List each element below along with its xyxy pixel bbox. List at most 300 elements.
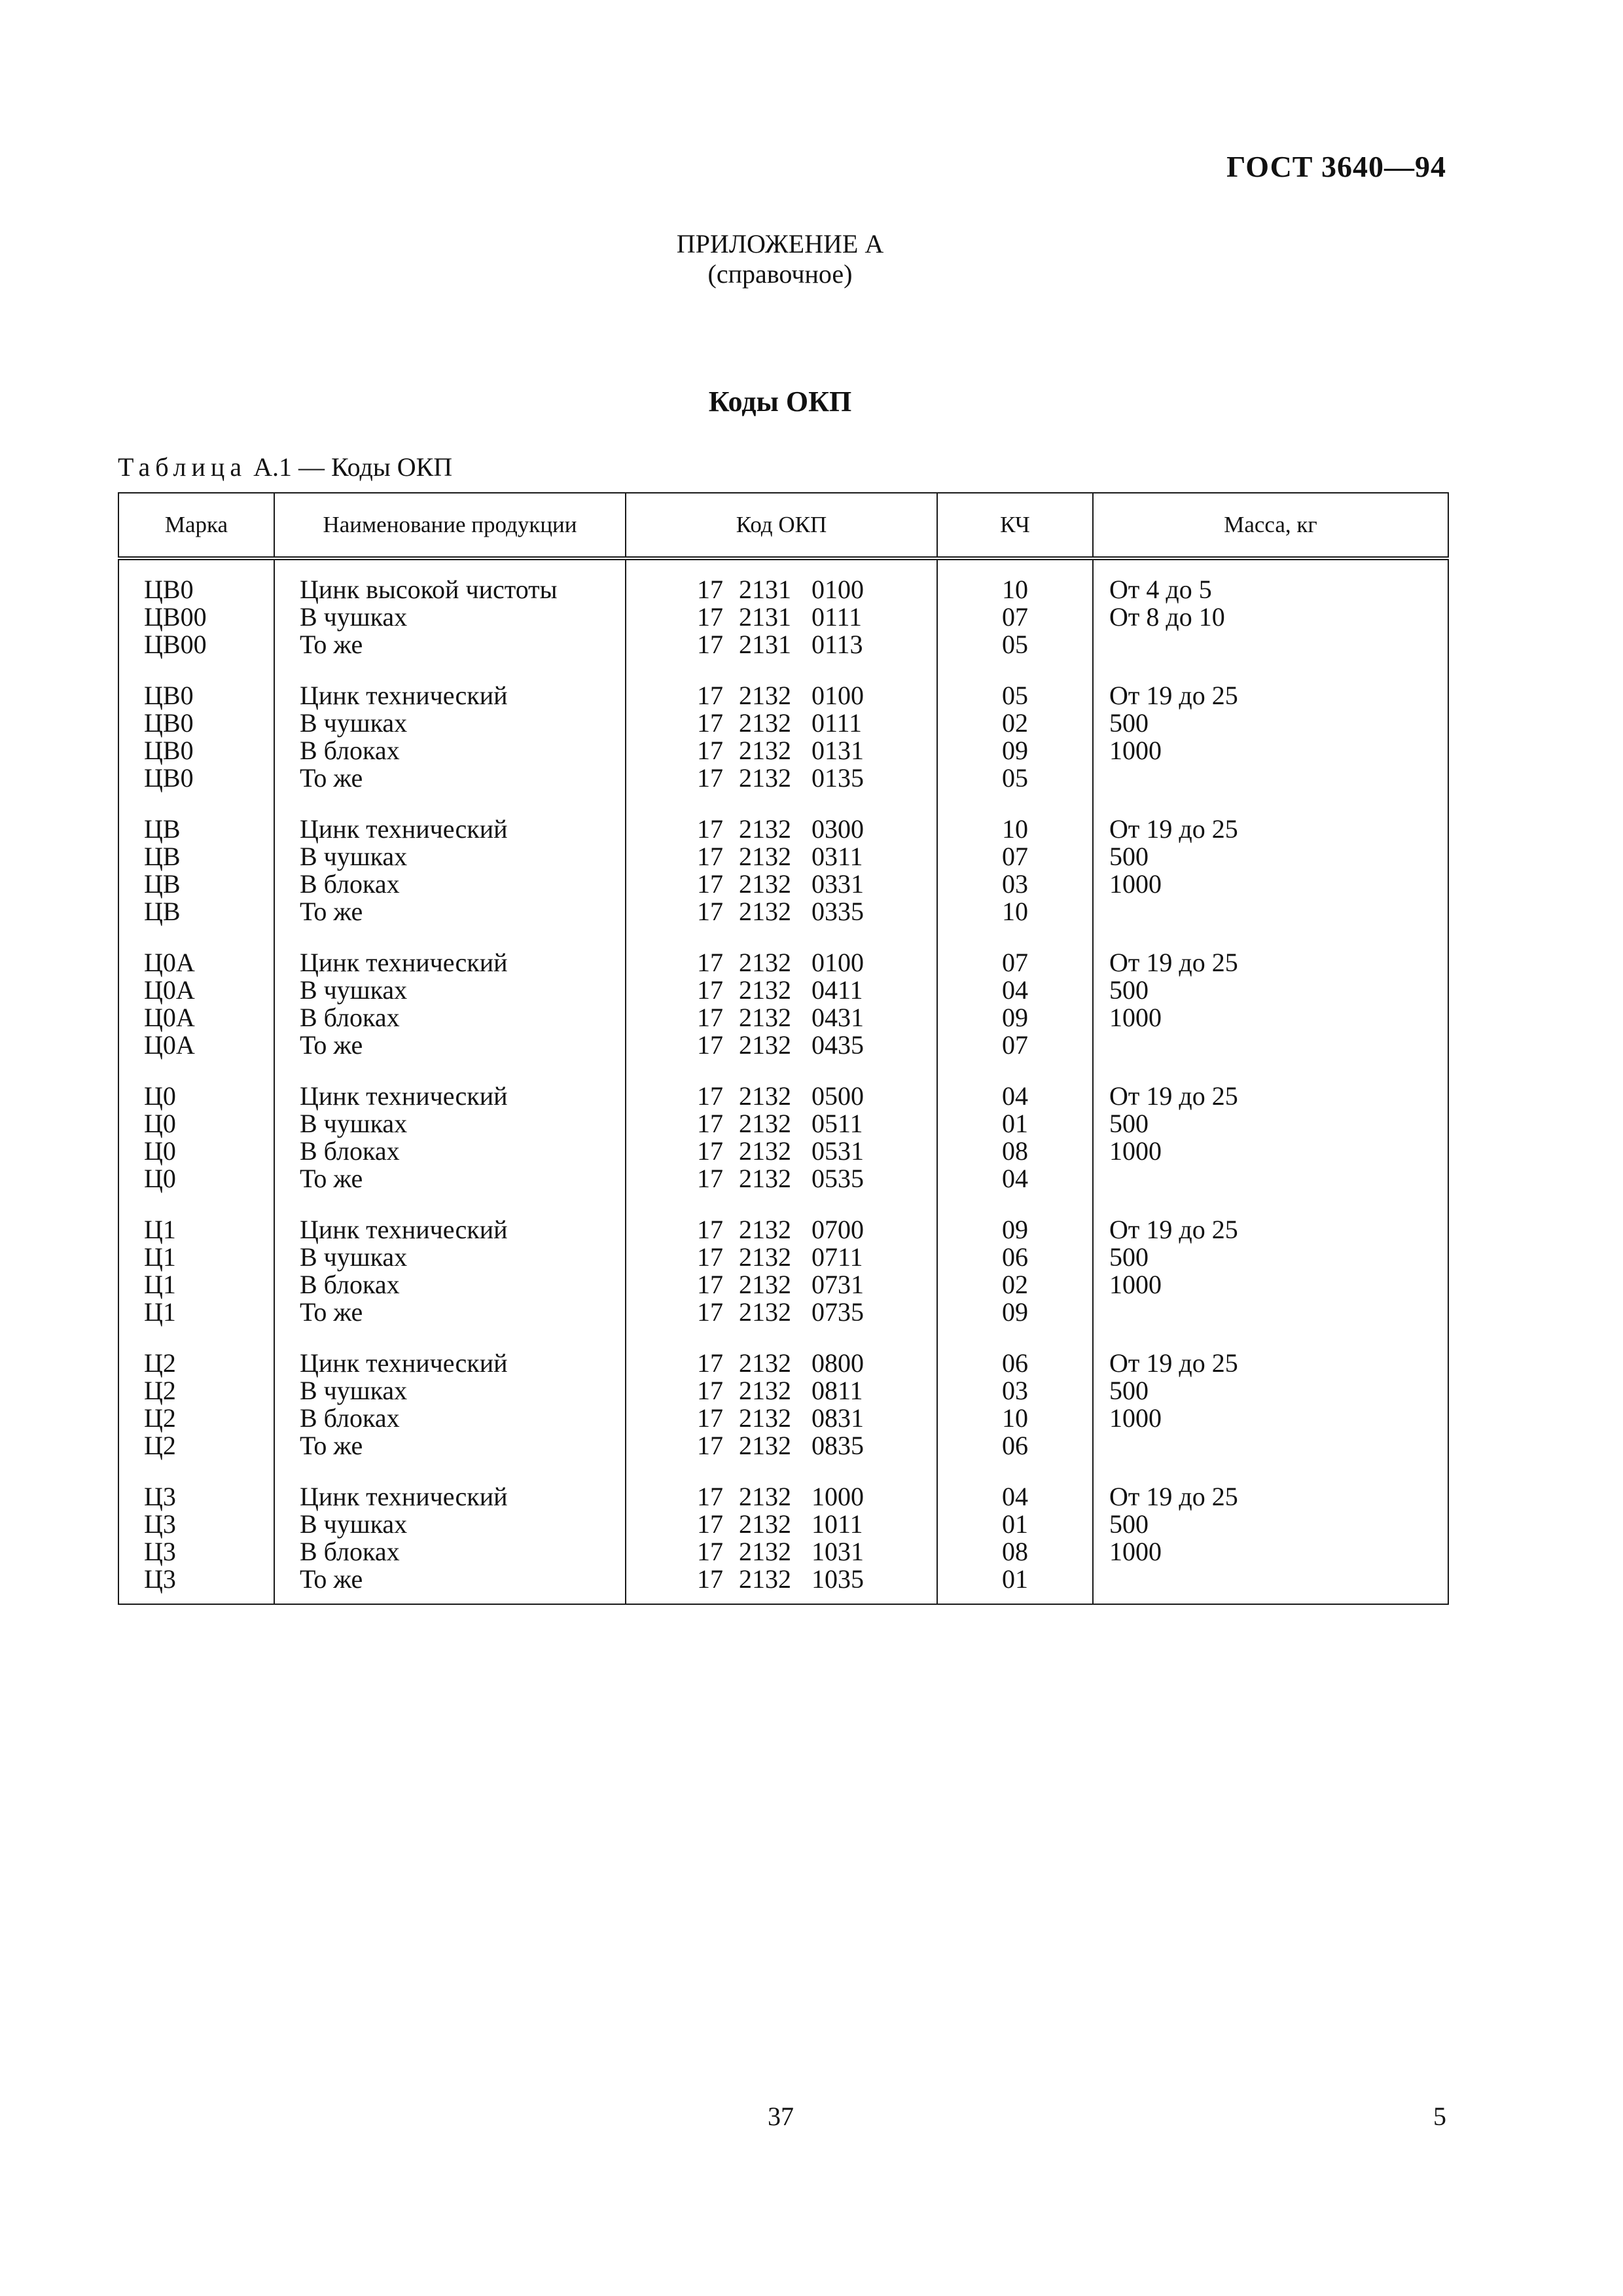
okp-code-cell xyxy=(626,1405,936,1432)
kch-cell: 08 xyxy=(1002,1136,1028,1166)
header-okp-code: Код ОКП xyxy=(626,493,937,558)
mass-cell: 500 xyxy=(1109,842,1149,871)
mass-cell: 1000 xyxy=(1109,1403,1162,1433)
okp-code-part: 17 xyxy=(697,602,723,632)
kch-cell: 03 xyxy=(1002,1376,1028,1405)
mass-cell xyxy=(1094,1031,1448,1059)
mass-cell: От 19 до 25 xyxy=(1109,1215,1238,1244)
okp-code-cell xyxy=(626,1138,936,1165)
okp-code-part: 0435 xyxy=(812,1030,864,1060)
product-name-cell: В чушках xyxy=(300,842,408,871)
group-spacer xyxy=(275,925,625,949)
mark-cell: ЦВ0 xyxy=(144,736,194,765)
mark-cell: Ц2 xyxy=(144,1431,176,1460)
okp-code-part: 17 xyxy=(697,1030,723,1060)
okp-code-part: 0113 xyxy=(812,630,863,659)
mark-cell: Ц0 xyxy=(144,1164,176,1193)
kch-cell: 09 xyxy=(1002,1297,1028,1327)
column-mass xyxy=(1093,558,1448,1604)
okp-code-part: 2132 xyxy=(739,763,791,793)
product-name-cell: В чушках xyxy=(300,602,408,632)
okp-code-cell xyxy=(626,1271,936,1299)
okp-code-cell xyxy=(626,682,936,709)
okp-code-cell xyxy=(626,1432,936,1460)
kch-cell: 01 xyxy=(1002,1564,1028,1594)
kch-cell: 09 xyxy=(1002,1215,1028,1244)
table-caption-text: А.1 — Коды ОКП xyxy=(247,452,453,482)
mark-cell: Ц0А xyxy=(144,948,195,977)
kch-cell: 09 xyxy=(1002,736,1028,765)
okp-code-part: 2132 xyxy=(739,708,791,738)
group-spacer xyxy=(275,658,625,682)
mark-cell: Ц2 xyxy=(144,1376,176,1405)
group-spacer xyxy=(938,1193,1092,1216)
table-header-row xyxy=(118,493,1448,558)
group-spacer xyxy=(938,1326,1092,1350)
okp-code-part: 0811 xyxy=(812,1376,863,1405)
okp-code-part: 0711 xyxy=(812,1242,863,1272)
product-name-cell: В блоках xyxy=(300,1270,400,1299)
group-spacer xyxy=(938,658,1092,682)
group-spacer xyxy=(1094,1460,1448,1483)
okp-code-cell xyxy=(626,816,936,843)
okp-codes-table xyxy=(118,492,1449,1605)
okp-code-cell xyxy=(626,1377,936,1405)
product-name-cell: В блоках xyxy=(300,736,400,765)
group-spacer xyxy=(938,1460,1092,1483)
okp-code-part: 0535 xyxy=(812,1164,864,1193)
header-mass: Масса, кг xyxy=(1093,493,1448,558)
product-name-cell: То же xyxy=(300,897,363,926)
product-name-cell: В блоках xyxy=(300,1537,400,1566)
okp-code-part: 2132 xyxy=(739,1081,791,1111)
okp-code-part: 17 xyxy=(697,1003,723,1032)
product-name-cell: Цинк технический xyxy=(300,1348,508,1378)
group-spacer xyxy=(275,1193,625,1216)
okp-code-part: 0100 xyxy=(812,681,864,710)
kch-cell: 04 xyxy=(1002,975,1028,1005)
group-spacer xyxy=(626,792,936,816)
okp-code-part: 17 xyxy=(697,1431,723,1460)
mass-cell xyxy=(1094,631,1448,658)
okp-code-part: 17 xyxy=(697,1482,723,1511)
product-name-cell: То же xyxy=(300,1030,363,1060)
okp-code-part: 0735 xyxy=(812,1297,864,1327)
product-name-cell: В чушках xyxy=(300,1242,408,1272)
mass-cell: 1000 xyxy=(1109,869,1162,899)
mark-cell: Ц3 xyxy=(144,1564,176,1594)
okp-code-cell xyxy=(626,1216,936,1244)
group-spacer xyxy=(119,1326,274,1350)
okp-code-cell xyxy=(626,709,936,737)
mark-cell: ЦВ xyxy=(144,842,181,871)
mass-cell: От 19 до 25 xyxy=(1109,1081,1238,1111)
mark-cell: ЦВ00 xyxy=(144,602,207,632)
okp-code-part: 2132 xyxy=(739,1431,791,1460)
mark-cell: Ц0А xyxy=(144,1030,195,1060)
product-name-cell: В чушках xyxy=(300,1109,408,1138)
okp-code-part: 2132 xyxy=(739,1482,791,1511)
mark-cell: ЦВ0 xyxy=(144,681,194,710)
okp-code-part: 17 xyxy=(697,1164,723,1193)
column-kch xyxy=(937,558,1093,1604)
header-product-name: Наименование продукции xyxy=(274,493,626,558)
product-name-cell: То же xyxy=(300,630,363,659)
mass-cell: От 19 до 25 xyxy=(1109,1348,1238,1378)
okp-code-part: 17 xyxy=(697,1297,723,1327)
mass-cell: 1000 xyxy=(1109,1537,1162,1566)
okp-code-part: 17 xyxy=(697,1537,723,1566)
kch-cell: 07 xyxy=(1002,842,1028,871)
okp-code-part: 2132 xyxy=(739,681,791,710)
kch-cell: 06 xyxy=(1002,1348,1028,1378)
group-spacer xyxy=(626,1059,936,1083)
kch-cell: 04 xyxy=(1002,1081,1028,1111)
okp-code-part: 17 xyxy=(697,736,723,765)
mark-cell: Ц0 xyxy=(144,1109,176,1138)
okp-code-part: 2132 xyxy=(739,736,791,765)
okp-code-part: 17 xyxy=(697,1270,723,1299)
group-spacer xyxy=(1094,925,1448,949)
group-spacer xyxy=(938,1059,1092,1083)
kch-cell: 07 xyxy=(1002,948,1028,977)
okp-code-cell xyxy=(626,1350,936,1377)
product-name-cell: То же xyxy=(300,1297,363,1327)
mass-cell: 500 xyxy=(1109,975,1149,1005)
product-name-cell: Цинк технический xyxy=(300,681,508,710)
okp-code-cell xyxy=(626,1538,936,1566)
okp-code-cell xyxy=(626,737,936,764)
mass-cell: От 8 до 10 xyxy=(1109,602,1225,632)
okp-code-cell xyxy=(626,870,936,898)
okp-code-part: 17 xyxy=(697,1215,723,1244)
product-name-cell: То же xyxy=(300,763,363,793)
mark-cell: ЦВ xyxy=(144,869,181,899)
mark-cell: Ц2 xyxy=(144,1403,176,1433)
product-name-cell: В чушках xyxy=(300,708,408,738)
okp-code-part: 17 xyxy=(697,1109,723,1138)
column-mark xyxy=(118,558,274,1604)
mark-cell: ЦВ xyxy=(144,814,181,844)
okp-code-part: 2132 xyxy=(739,1109,791,1138)
okp-code-part: 17 xyxy=(697,1242,723,1272)
product-name-cell: Цинк высокой чистоты xyxy=(300,575,558,604)
section-title: Коды ОКП xyxy=(708,386,852,418)
mark-cell: Ц0 xyxy=(144,1081,176,1111)
okp-code-part: 17 xyxy=(697,1564,723,1594)
group-spacer xyxy=(275,1059,625,1083)
okp-code-part: 17 xyxy=(697,681,723,710)
okp-code-part: 2132 xyxy=(739,814,791,844)
mass-cell xyxy=(1094,1432,1448,1460)
okp-code-part: 2132 xyxy=(739,1030,791,1060)
okp-code-part: 0131 xyxy=(812,736,864,765)
okp-code-part: 0135 xyxy=(812,763,864,793)
okp-code-cell xyxy=(626,576,936,603)
group-spacer xyxy=(626,1193,936,1216)
okp-code-part: 0300 xyxy=(812,814,864,844)
table-caption-label: Таблица xyxy=(118,452,247,482)
column-okp-code xyxy=(626,558,937,1604)
mark-cell: Ц0А xyxy=(144,1003,195,1032)
kch-cell: 09 xyxy=(1002,1003,1028,1032)
okp-code-part: 2132 xyxy=(739,1164,791,1193)
product-name-cell: В чушках xyxy=(300,1376,408,1405)
kch-cell: 10 xyxy=(1002,1403,1028,1433)
product-name-cell: Цинк технический xyxy=(300,814,508,844)
okp-code-part: 2132 xyxy=(739,1136,791,1166)
kch-cell: 05 xyxy=(1002,763,1028,793)
okp-code-part: 0311 xyxy=(812,842,863,871)
okp-code-cell xyxy=(626,1244,936,1271)
product-name-cell: В блоках xyxy=(300,869,400,899)
mark-cell: ЦВ00 xyxy=(144,630,207,659)
mark-cell: ЦВ xyxy=(144,897,181,926)
header-kch: КЧ xyxy=(937,493,1093,558)
okp-code-part: 0835 xyxy=(812,1431,864,1460)
okp-code-part: 17 xyxy=(697,897,723,926)
okp-code-part: 2132 xyxy=(739,1564,791,1594)
okp-code-part: 2132 xyxy=(739,1537,791,1566)
group-spacer xyxy=(1094,1326,1448,1350)
okp-code-part: 1000 xyxy=(812,1482,864,1511)
kch-cell: 04 xyxy=(1002,1482,1028,1511)
okp-code-part: 17 xyxy=(697,1348,723,1378)
okp-code-part: 17 xyxy=(697,575,723,604)
okp-code-part: 17 xyxy=(697,869,723,899)
okp-code-cell xyxy=(626,1299,936,1326)
mass-cell: От 19 до 25 xyxy=(1109,814,1238,844)
okp-code-part: 0511 xyxy=(812,1109,863,1138)
okp-code-cell xyxy=(626,977,936,1004)
okp-code-cell xyxy=(626,898,936,925)
column-product-name xyxy=(274,558,626,1604)
group-spacer xyxy=(626,1460,936,1483)
okp-code-part: 0431 xyxy=(812,1003,864,1032)
okp-code-cell xyxy=(626,843,936,870)
okp-code-part: 17 xyxy=(697,975,723,1005)
mass-cell: От 19 до 25 xyxy=(1109,681,1238,710)
product-name-cell: В блоках xyxy=(300,1403,400,1433)
product-name-cell: Цинк технический xyxy=(300,1215,508,1244)
okp-code-part: 17 xyxy=(697,948,723,977)
okp-code-part: 2132 xyxy=(739,897,791,926)
mass-cell: 500 xyxy=(1109,1242,1149,1272)
group-spacer xyxy=(626,925,936,949)
product-name-cell: В чушках xyxy=(300,975,408,1005)
group-spacer xyxy=(938,925,1092,949)
kch-cell: 10 xyxy=(1002,814,1028,844)
product-name-cell: То же xyxy=(300,1164,363,1193)
group-spacer xyxy=(119,792,274,816)
okp-code-cell xyxy=(626,949,936,977)
mark-cell: ЦВ0 xyxy=(144,575,194,604)
kch-cell: 07 xyxy=(1002,1030,1028,1060)
mass-cell xyxy=(1094,898,1448,925)
document-code: ГОСТ 3640—94 xyxy=(1226,150,1446,183)
okp-code-part: 17 xyxy=(697,630,723,659)
okp-code-cell xyxy=(626,1110,936,1138)
okp-code-part: 2132 xyxy=(739,842,791,871)
kch-cell: 06 xyxy=(1002,1242,1028,1272)
mass-cell: 500 xyxy=(1109,708,1149,738)
product-name-cell: В чушках xyxy=(300,1509,408,1539)
okp-code-part: 0100 xyxy=(812,575,864,604)
group-spacer xyxy=(275,1326,625,1350)
okp-code-part: 0731 xyxy=(812,1270,864,1299)
mark-cell: Ц2 xyxy=(144,1348,176,1378)
mark-cell: Ц1 xyxy=(144,1270,176,1299)
product-name-cell: То же xyxy=(300,1431,363,1460)
okp-code-part: 0331 xyxy=(812,869,864,899)
mass-cell xyxy=(1094,1165,1448,1193)
table-body-row xyxy=(118,558,1448,1604)
okp-code-part: 1035 xyxy=(812,1564,864,1594)
group-spacer xyxy=(1094,1059,1448,1083)
okp-code-part: 2132 xyxy=(739,1270,791,1299)
mass-cell: 500 xyxy=(1109,1109,1149,1138)
okp-code-part: 0800 xyxy=(812,1348,864,1378)
appendix-heading xyxy=(0,229,1560,289)
product-name-cell: В блоках xyxy=(300,1136,400,1166)
okp-code-part: 17 xyxy=(697,814,723,844)
okp-code-part: 0111 xyxy=(812,708,863,738)
kch-cell: 06 xyxy=(1002,1431,1028,1460)
okp-code-part: 2132 xyxy=(739,948,791,977)
kch-cell: 08 xyxy=(1002,1537,1028,1566)
okp-code-cell xyxy=(626,1511,936,1538)
mass-cell xyxy=(1094,764,1448,792)
okp-code-part: 17 xyxy=(697,1376,723,1405)
okp-code-part: 17 xyxy=(697,1509,723,1539)
sheet-number: 5 xyxy=(1433,2102,1446,2131)
okp-code-part: 2131 xyxy=(739,602,791,632)
mark-cell: Ц1 xyxy=(144,1215,176,1244)
okp-code-part: 2131 xyxy=(739,630,791,659)
okp-code-part: 17 xyxy=(697,763,723,793)
header-mark: Марка xyxy=(118,493,274,558)
kch-cell: 05 xyxy=(1002,681,1028,710)
okp-code-cell xyxy=(626,764,936,792)
product-name-cell: То же xyxy=(300,1564,363,1594)
okp-code-part: 2132 xyxy=(739,869,791,899)
mass-cell: От 19 до 25 xyxy=(1109,1482,1238,1511)
mark-cell: Ц0 xyxy=(144,1136,176,1166)
okp-code-part: 2132 xyxy=(739,1376,791,1405)
okp-code-cell xyxy=(626,1083,936,1110)
group-spacer xyxy=(275,1460,625,1483)
kch-cell: 05 xyxy=(1002,630,1028,659)
okp-code-cell xyxy=(626,1165,936,1193)
kch-cell: 02 xyxy=(1002,708,1028,738)
okp-code-part: 17 xyxy=(697,842,723,871)
group-spacer xyxy=(626,658,936,682)
okp-code-part: 2132 xyxy=(739,1509,791,1539)
okp-code-part: 2132 xyxy=(739,1297,791,1327)
mass-cell: 1000 xyxy=(1109,736,1162,765)
okp-code-part: 0500 xyxy=(812,1081,864,1111)
okp-code-part: 2132 xyxy=(739,1003,791,1032)
okp-code-part: 0100 xyxy=(812,948,864,977)
group-spacer xyxy=(938,792,1092,816)
okp-code-part: 17 xyxy=(697,1081,723,1111)
okp-code-part: 17 xyxy=(697,1136,723,1166)
kch-cell: 04 xyxy=(1002,1164,1028,1193)
mark-cell: Ц3 xyxy=(144,1509,176,1539)
product-name-cell: Цинк технический xyxy=(300,1482,508,1511)
group-spacer xyxy=(119,1059,274,1083)
okp-code-part: 0111 xyxy=(812,602,863,632)
mark-cell: Ц1 xyxy=(144,1242,176,1272)
kch-cell: 02 xyxy=(1002,1270,1028,1299)
page-number: 37 xyxy=(768,2102,794,2131)
appendix-title: ПРИЛОЖЕНИЕ А xyxy=(676,229,884,259)
mark-cell: Ц0А xyxy=(144,975,195,1005)
okp-code-part: 2132 xyxy=(739,1348,791,1378)
okp-code-part: 0831 xyxy=(812,1403,864,1433)
mark-cell: ЦВ0 xyxy=(144,708,194,738)
product-name-cell: Цинк технический xyxy=(300,948,508,977)
group-spacer xyxy=(119,1460,274,1483)
mass-cell: 1000 xyxy=(1109,1270,1162,1299)
okp-code-cell xyxy=(626,1031,936,1059)
product-name-cell: Цинк технический xyxy=(300,1081,508,1111)
okp-code-part: 0700 xyxy=(812,1215,864,1244)
okp-code-part: 2132 xyxy=(739,1215,791,1244)
kch-cell: 10 xyxy=(1002,575,1028,604)
group-spacer xyxy=(1094,792,1448,816)
group-spacer xyxy=(1094,658,1448,682)
mark-cell: Ц3 xyxy=(144,1537,176,1566)
mass-cell: От 4 до 5 xyxy=(1109,575,1212,604)
mass-cell xyxy=(1094,1299,1448,1326)
okp-code-cell xyxy=(626,603,936,631)
okp-code-cell xyxy=(626,1566,936,1593)
product-name-cell: В блоках xyxy=(300,1003,400,1032)
mass-cell: 500 xyxy=(1109,1509,1149,1539)
kch-cell: 07 xyxy=(1002,602,1028,632)
okp-code-cell xyxy=(626,1483,936,1511)
group-spacer xyxy=(119,658,274,682)
okp-code-part: 0411 xyxy=(812,975,863,1005)
kch-cell: 10 xyxy=(1002,897,1028,926)
okp-code-part: 0335 xyxy=(812,897,864,926)
group-spacer xyxy=(1094,1193,1448,1216)
mark-cell: Ц3 xyxy=(144,1482,176,1511)
okp-code-part: 1011 xyxy=(812,1509,863,1539)
mass-cell: 500 xyxy=(1109,1376,1149,1405)
kch-cell: 01 xyxy=(1002,1509,1028,1539)
kch-cell: 01 xyxy=(1002,1109,1028,1138)
mark-cell: Ц1 xyxy=(144,1297,176,1327)
group-spacer xyxy=(626,1326,936,1350)
okp-code-cell xyxy=(626,1004,936,1031)
okp-code-part: 2132 xyxy=(739,975,791,1005)
group-spacer xyxy=(275,792,625,816)
okp-code-part: 0531 xyxy=(812,1136,864,1166)
okp-code-part: 1031 xyxy=(812,1537,864,1566)
mass-cell: 1000 xyxy=(1109,1003,1162,1032)
mark-cell: ЦВ0 xyxy=(144,763,194,793)
mass-cell: 1000 xyxy=(1109,1136,1162,1166)
table-caption xyxy=(118,452,452,482)
group-spacer xyxy=(119,925,274,949)
kch-cell: 03 xyxy=(1002,869,1028,899)
appendix-subtitle: (справочное) xyxy=(707,259,853,289)
mass-cell xyxy=(1094,1566,1448,1593)
okp-code-part: 17 xyxy=(697,708,723,738)
okp-code-cell xyxy=(626,631,936,658)
